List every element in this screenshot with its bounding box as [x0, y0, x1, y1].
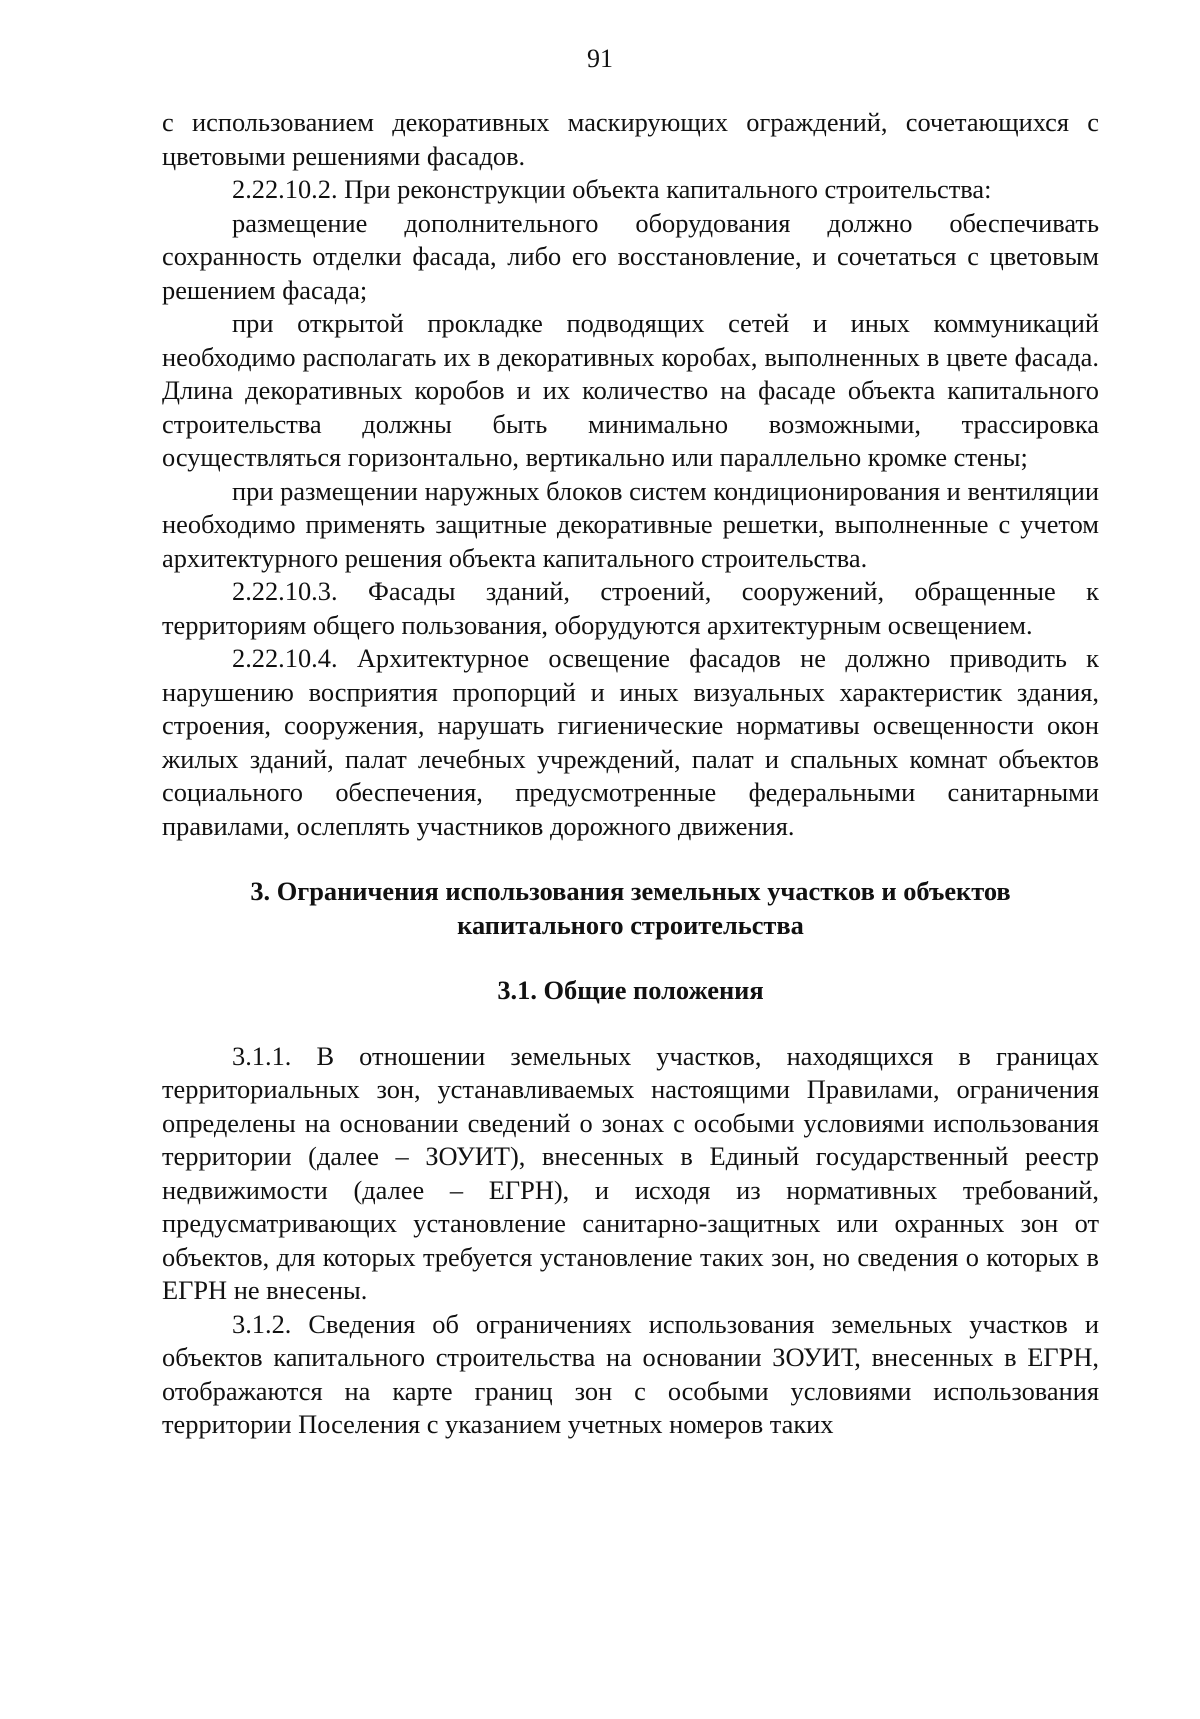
page-number: 91	[587, 44, 613, 73]
paragraph-air-conditioning: при размещении наружных блоков систем кондиционирования и вентиляции необходимо применять защитные декоративные решетки, выполненные с учетом архитектурного решения объекта капитального строительства.	[162, 475, 1099, 573]
paragraph-2-22-10-3: 2.22.10.3. Фасады зданий, строений, сооружений, обращенные к территориям общего пользования, оборудуются архитектурным освещением.	[162, 576, 1099, 640]
section-heading-line-2: капитального строительства	[457, 909, 804, 940]
paragraph-continuation: с использованием декоративных маскирующих ограждений, сочетающихся с цветовыми решениями фасадов.	[162, 107, 1099, 171]
section-heading-line-1: 3. Ограничения использования земельных участков и объектов	[250, 876, 1011, 906]
paragraph-2-22-10-2: 2.22.10.2. При реконструкции объекта капитального строительства:	[232, 174, 992, 204]
paragraph-equipment-placement: размещение дополнительного оборудования должно обеспечивать сохранность отделки фасада, либо его восстановление, и сочетаться с цветовым решением фасада;	[162, 207, 1099, 305]
paragraph-2-22-10-4: 2.22.10.4. Архитектурное освещение фасадов не должно приводить к нарушению восприятия пропорций и иных визуальных характеристик здания, строения, сооружения, нарушать гигиенические нормативы освещенности окон жилых зданий, палат лечебных учреждений, палат и спальных комнат объектов социального обеспечения, предусмотренные федеральными санитарными правилами, ослеплять участников дорожного движения.	[162, 643, 1099, 841]
paragraph-3-1-2: 3.1.2. Сведения об ограничениях использования земельных участков и объектов капитального строительства на основании ЗОУИТ, внесенных в ЕГРН, отображаются на карте границ зон с особыми условиями использования территории Поселения с указанием учетных номеров таких	[162, 1308, 1099, 1439]
paragraph-3-1-1: 3.1.1. В отношении земельных участков, находящихся в границах территориальных зон, устанавливаемых настоящими Правилами, ограничения определены на основании сведений о зонах с особыми условиями использования территории (далее – ЗОУИТ), внесенных в Единый государственный реестр недвижимости (далее – ЕГРН), и исходя из нормативных требований, предусматривающих установление санитарно-защитных или охранных зон от объектов, для которых требуется установление таких зон, но сведения о которых в ЕГРН не внесены.	[162, 1040, 1099, 1305]
paragraph-networks-laying: при открытой прокладке подводящих сетей и иных коммуникаций необходимо располагать их в декоративных коробах, выполненных в цвете фасада. Длина декоративных коробов и их количество на фасаде объекта капитального строительства должны быть минимально возможными, трассировка осуществляться горизонтально, вертикально или параллельно кромке стены;	[162, 308, 1099, 472]
section-heading	[162, 875, 1099, 942]
document-body	[162, 106, 1099, 1442]
subsection-heading: 3.1. Общие положения	[497, 975, 764, 1005]
